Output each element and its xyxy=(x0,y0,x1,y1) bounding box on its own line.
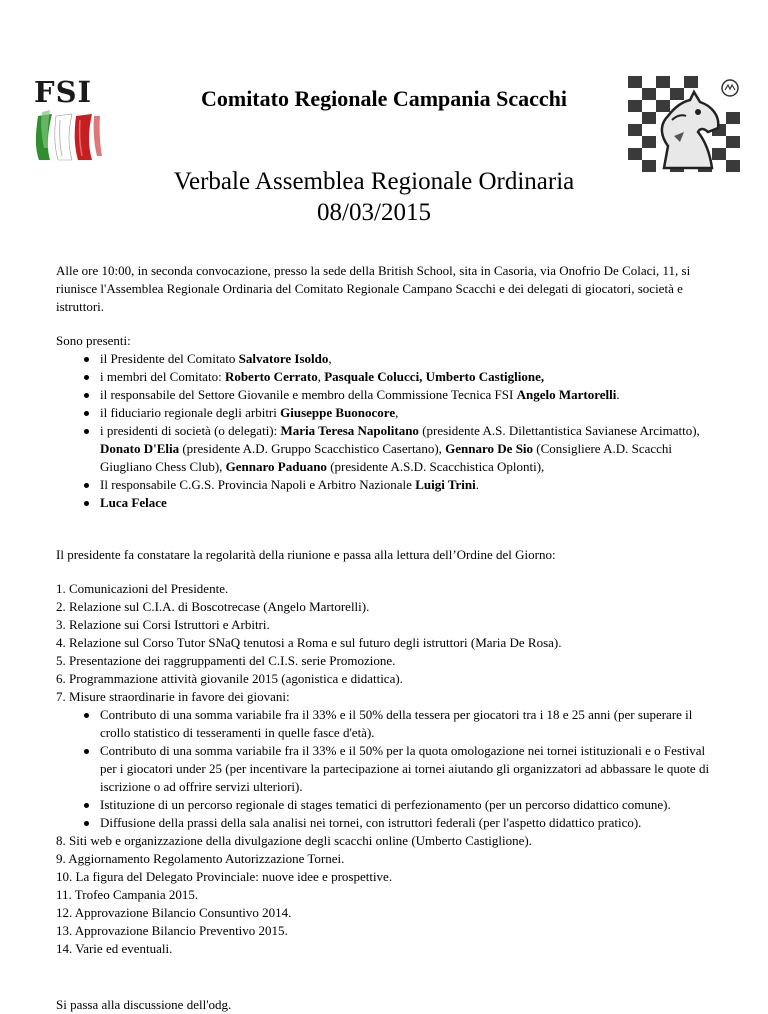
agenda-list xyxy=(56,580,716,958)
agenda-item: 3. Relazione sui Corsi Istruttori e Arbitri. xyxy=(56,617,270,632)
fsi-logo-text: FSI xyxy=(34,76,93,109)
list-item: Il responsabile C.G.S. Provincia Napoli e Arbitro Nazionale Luigi Trini. xyxy=(100,476,716,494)
list-item: Luca Felace xyxy=(100,494,716,512)
present-list xyxy=(56,350,716,512)
agenda-item: 7. Misure straordinarie in favore dei giovani: xyxy=(56,689,290,704)
agenda-item: 4. Relazione sul Corso Tutor SNaQ tenutosi a Roma e sul futuro degli istruttori (Maria De Rosa). xyxy=(56,635,562,650)
intro-paragraph: Alle ore 10:00, in seconda convocazione, presso la sede della British School, sita in Casoria, via Onofrio De Colaci, 11, si riunisce l'Assemblea Regionale Ordinaria del Comitato Regionale Campano Scacchi e dei delegati di giocatori, società e istruttori. xyxy=(56,263,691,314)
present-heading: Sono presenti: xyxy=(56,333,131,348)
agenda-item: 14. Varie ed eventuali. xyxy=(56,941,173,956)
document-title: Verbale Assemblea Regionale Ordinaria xyxy=(173,168,575,195)
list-item: Contributo di una somma variabile fra il 33% e il 50% per la quota omologazione nei tornei istituzionali e o Festival per i giocatori under 25 (per incentivare la partecipazione ai tornei aiutando gli organizzatori ad abbassare le quote di iscrizione o ad offrire servizi ulteriori). xyxy=(100,742,716,796)
list-item: i membri del Comitato: Roberto Cerrato, Pasquale Colucci, Umberto Castiglione, xyxy=(100,368,716,386)
president-note: Il presidente fa constatare la regolarità della riunione e passa alla lettura dell’Ordine del Giorno: xyxy=(56,547,556,562)
agenda-item: 12. Approvazione Bilancio Consuntivo 2014. xyxy=(56,905,292,920)
agenda-item: 8. Siti web e organizzazione della divulgazione degli scacchi online (Umberto Castiglione). xyxy=(56,833,532,848)
list-item: il Presidente del Comitato Salvatore Isoldo, xyxy=(100,350,716,368)
committee-title: Comitato Regionale Campania Scacchi xyxy=(200,86,568,111)
list-item: il fiduciario regionale degli arbitri Giuseppe Buonocore, xyxy=(100,404,716,422)
agenda-item: 6. Programmazione attività giovanile 2015 (agonistica e didattica). xyxy=(56,671,403,686)
agenda-item: 11. Trofeo Campania 2015. xyxy=(56,887,199,902)
agenda-item: 2. Relazione sul C.I.A. di Boscotrecase (Angelo Martorelli). xyxy=(56,599,370,614)
agenda-item: 10. La figura del Delegato Provinciale: nuove idee e prospettive. xyxy=(56,869,393,884)
agenda-item: 13. Approvazione Bilancio Preventivo 2015. xyxy=(56,923,288,938)
document-body xyxy=(56,262,716,1014)
agenda-item: 5. Presentazione dei raggruppamenti del C.I.S. serie Promozione. xyxy=(56,653,396,668)
list-item: Istituzione di un percorso regionale di stages tematici di perfezionamento (per un percorso didattico comune). xyxy=(100,796,716,814)
document-heading xyxy=(0,166,768,228)
youth-measures-list xyxy=(56,706,716,832)
list-item: il responsabile del Settore Giovanile e membro della Commissione Tecnica FSI Angelo Martorelli. xyxy=(100,386,716,404)
agenda-item: 1. Comunicazioni del Presidente. xyxy=(56,581,229,596)
list-item: Contributo di una somma variabile fra il 33% e il 50% della tessera per giocatori tra i 18 e 25 anni (per superare il crollo statistico di tesseramenti in quelle fasce d'età). xyxy=(100,706,716,742)
list-item: Diffusione della prassi della sala analisi nei tornei, con istruttori federali (per l'aspetto didattico pratico). xyxy=(100,814,716,832)
agenda-item: 9. Aggiornamento Regolamento Autorizzazione Tornei. xyxy=(56,851,345,866)
list-item: i presidenti di società (o delegati): Maria Teresa Napolitano (presidente A.S. Dilettantistica Savianese Arcimatto), Donato D'Elia (presidente A.D. Gruppo Scacchistico Casertano), Gennaro De Sio (Consigliere A.D. Scacchi Giugliano Chess Club), Gennaro Paduano (presidente A.S.D. Scacchistica Oplonti), xyxy=(100,422,716,476)
closing-line: Si passa alla discussione dell'odg. xyxy=(56,997,232,1012)
document-date: 08/03/2015 xyxy=(317,199,431,226)
